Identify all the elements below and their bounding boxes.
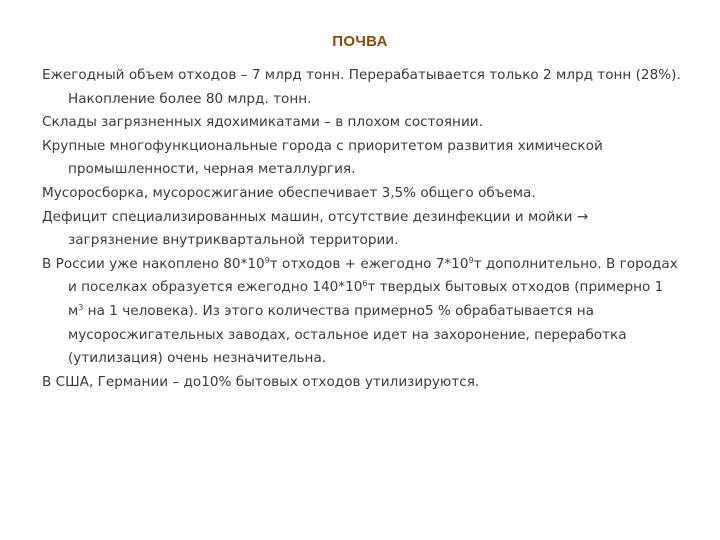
paragraph bbox=[42, 64, 682, 111]
text-run: В России уже накоплено 80*10 bbox=[42, 255, 265, 272]
text-run: Склады загрязненных ядохимикатами – в плохом состоянии. bbox=[42, 114, 483, 131]
text-run: т твердых бытовых отходов (примерно 1 м bbox=[68, 279, 664, 319]
text-run: Мусоросборка, мусоросжигание обеспечивает 3,5% общего объема. bbox=[42, 184, 536, 201]
paragraph bbox=[42, 111, 682, 135]
paragraph bbox=[42, 371, 682, 395]
superscript: 6 bbox=[362, 279, 368, 289]
text-run: Ежегодный объем отходов – 7 млрд тонн. Перерабатывается только 2 млрд тонн (28%). Накопление более 80 млрд. тонн. bbox=[42, 67, 681, 107]
text-run: на 1 человека). Из этого количества примерно5 % обрабатывается на мусоросжигательных заводах, остальное идет на захоронение, переработка (утилизация) очень незначительна. bbox=[68, 302, 627, 367]
text-run: Крупные многофункциональные города с приоритетом развития химической промышленности, черная металлургия. bbox=[42, 137, 603, 178]
slide-body bbox=[42, 64, 682, 394]
paragraph bbox=[42, 253, 682, 371]
text-run: Дефицит специализированных машин, отсутствие дезинфекции и мойки → загрязнение внутриквартальной территории. bbox=[42, 208, 589, 249]
superscript: 9 bbox=[468, 255, 474, 265]
superscript: 3 bbox=[78, 302, 84, 312]
text-run: т отходов + ежегодно 7*10 bbox=[269, 255, 469, 272]
paragraph bbox=[42, 182, 682, 206]
text-run: т дополнительно. В городах и поселках образуется ежегодно 140*10 bbox=[68, 255, 678, 296]
slide-title: ПОЧВА bbox=[332, 33, 388, 50]
paragraph bbox=[42, 135, 682, 182]
paragraph bbox=[42, 206, 682, 253]
text-run: В США, Германии – до10% бытовых отходов утилизируются. bbox=[42, 373, 480, 390]
superscript: 9 bbox=[264, 255, 270, 265]
